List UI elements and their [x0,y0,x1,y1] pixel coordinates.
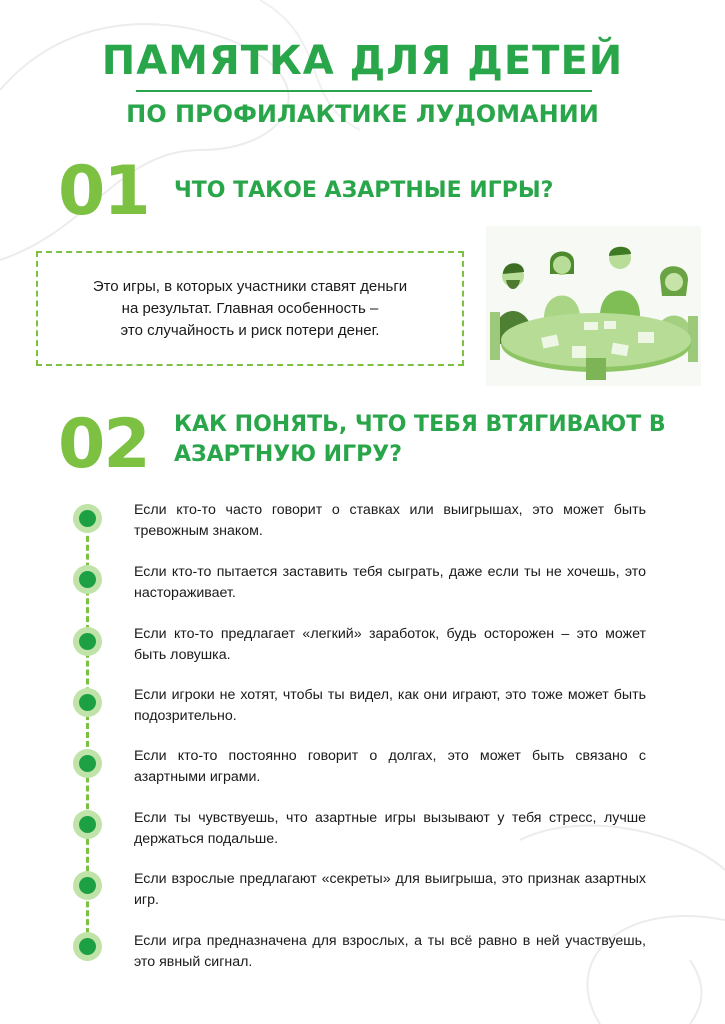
bullet-dot-icon [73,810,102,839]
section-heading-1: ЧТО ТАКОЕ АЗАРТНЫЕ ИГРЫ? [174,178,554,203]
definition-line: на результат. Главная особенность – [121,299,379,317]
list-item: Если взрослые предлагают «секреты» для выигрыша, это признак азартных игр. [134,871,646,908]
definition-line: это случайность и риск потери денег. [120,321,380,339]
page-subtitle: ПО ПРОФИЛАКТИКЕ ЛУДОМАНИИ [126,100,599,128]
page-title: ПАМЯТКА ДЛЯ ДЕТЕЙ [101,38,624,84]
bullet-dot-icon [73,871,102,900]
bullet-dot-icon [73,504,102,533]
section-number-1: 01 [58,152,149,231]
list-item: Если игра предназначена для взрослых, а ты всё равно в ней участвуешь, это явный сигнал. [134,933,646,970]
list-item: Если ты чувствуешь, что азартные игры вызывают у тебя стресс, лучше держаться подальше. [134,810,646,847]
definition-text [93,276,407,342]
list-item: Если кто-то пытается заставить тебя сыграть, даже если ты не хочешь, это настораживает. [134,564,646,601]
bullet-dot-icon [73,565,102,594]
bullet-dot-icon [73,749,102,778]
section-heading-2 [174,410,674,470]
section-heading-2-line: КАК ПОНЯТЬ, ЧТО ТЕБЯ ВТЯГИВАЮТ В [174,412,666,437]
bullet-dot-icon [73,932,102,961]
definition-box [36,251,464,366]
list-item: Если кто-то часто говорит о ставках или выигрышах, это может быть тревожным знаком. [134,502,646,539]
people-playing-cards-illustration [486,226,701,386]
section-heading-2-line: АЗАРТНУЮ ИГРУ? [174,442,402,467]
definition-line: Это игры, в которых участники ставят деньги [92,277,408,295]
list-item: Если кто-то постоянно говорит о долгах, это может быть связано с азартными играми. [134,748,646,785]
title-underline [136,90,592,92]
bullet-dot-icon [73,627,102,656]
section-number-2: 02 [58,405,149,484]
bullet-dot-icon [73,688,102,717]
list-item: Если кто-то предлагает «легкий» заработок, будь осторожен – это может быть ловушка. [134,626,646,663]
list-item: Если игроки не хотят, чтобы ты видел, как они играют, это тоже может быть подозрительно. [134,687,646,724]
